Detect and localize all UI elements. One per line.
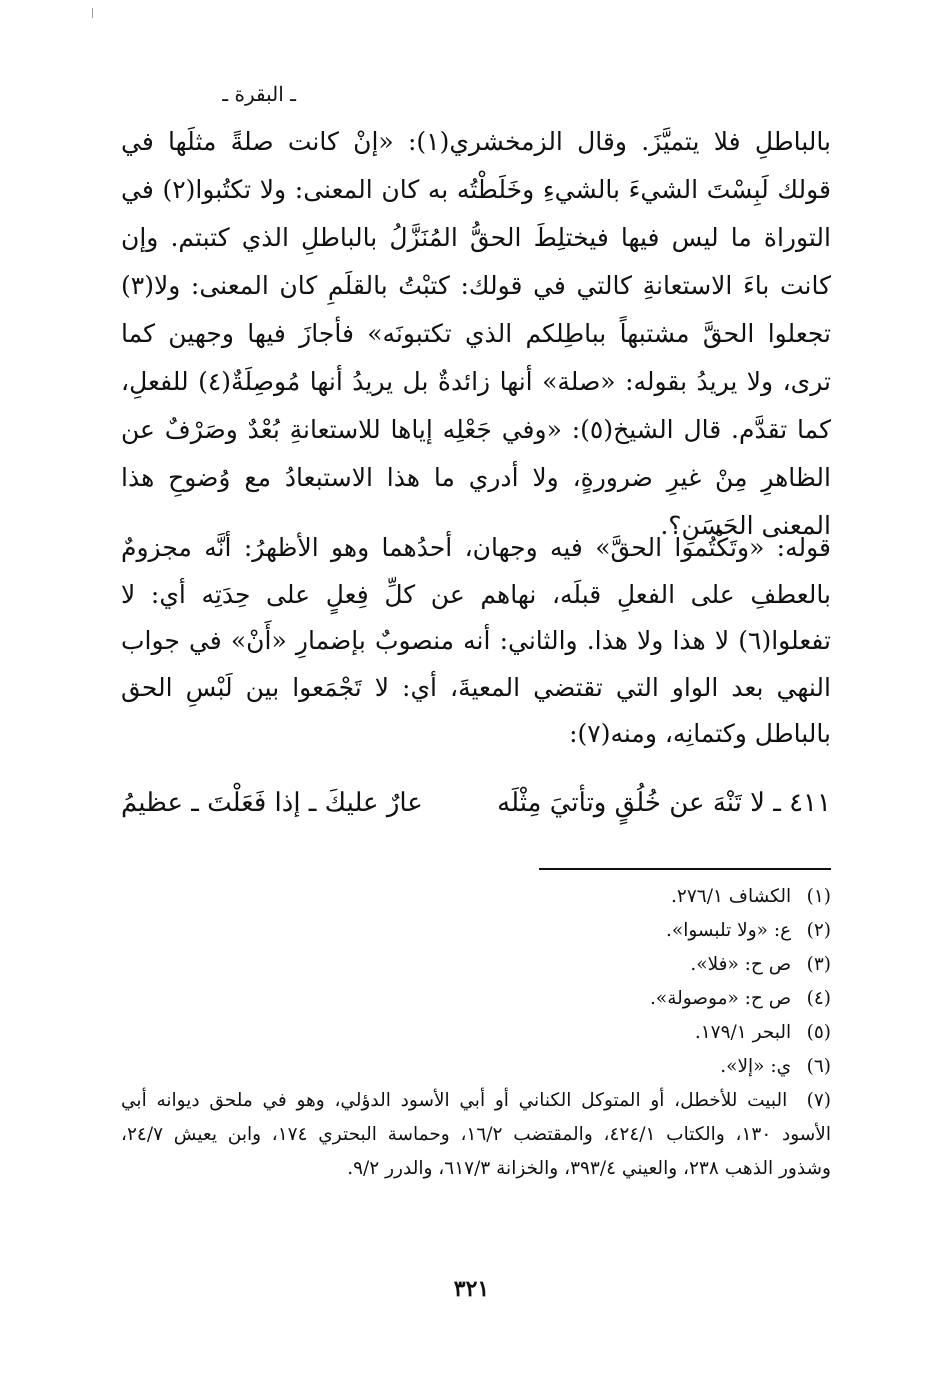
footnote-item: (١) الكشاف ٢٧٦/١. [671,886,831,907]
footnote-item: (٣) ص ح: «فلا». [690,954,831,975]
paragraph-text: قوله: «وتَكْتُموا الحقَّ» فيه وجهان، أحدُهما وهو الأظهرُ: أنَّه مجزومٌ بالعطفِ على الفعلِ قبلَه، نهاهم عن كلِّ فِعلٍ على حِدَتِه أي: لا تفعلوا(٦) لا هذا ولا هذا. والثاني: أنه منصوبٌ بإضمارِ «أَنْ» في جواب النهي بعد الواو التي تقتضي المعيةَ، أي: لا تَجْمَعوا بين لَبْسِ الحق بالباطل وكتمانِه، ومنه(٧): [121,533,831,748]
paragraph-text: بالباطلِ فلا يتميَّزَ. وقال الزمخشري(١): «إنْ كانت صلةً مثلَها في قولك لَبِسْتَ الشيءَ بالشيءِ وخَلَطْتُه به كان المعنى: ولا تكتُبوا(٢) في التوراة ما ليس فيها فيختلِطَ الحقُّ المُنَزَّلُ بالباطلِ الذي كتبتم. وإن كانت باءَ الاستعانةِ كالتي في قولك: كتبْتُ بالقلَمِ كان المعنى: ولا(٣) تجعلوا الحقَّ مشتبهاً بباطِلكم الذي تكتبونَه» فأجازَ فيها وجهين كما ترى، ولا يريدُ بقوله: «صلة» أنها زائدةٌ بل يريدُ أنها مُوصِلَةٌ(٤) للفعلِ، كما تقدَّم. قال الشيخ(٥): «وفي جَعْلِه إياها للاستعانةِ بُعْدٌ وصَرْفٌ عن الظاهرِ مِنْ غيرِ ضرورةٍ، ولا أدري ما هذا الاستبعادُ مع وُضوحِ هذا المعنى الحَسَنِ؟. [121,127,832,540]
main-paragraph-2 [121,525,831,758]
poetry-verse [121,788,831,836]
main-paragraph-1 [121,118,831,550]
running-header: ـ البقرة ـ [222,82,296,106]
footnote-item: (٧) البيت للأخطل، أو المتوكل الكناني أو أبي الأسود الدؤلي، وهو في ملحق ديوانه أبي الأسود ١٣٠، والكتاب ٤٢٤/١، والمقتضب ١٦/٢، وحماسة البحتري ١٧٤، وابن يعيش ٢٤/٧، وشذور الذهب ٢٣٨، والعيني ٣٩٣/٤، والخزانة ٦١٧/٣، والدرر ٩/٢. [121,1090,831,1179]
verse-second-hemistich: عارٌ عليكَ ـ إذا فَعَلْتَ ـ عظيمُ [121,788,423,818]
footnote-item: (٥) البحر ١٧٩/١. [694,1022,831,1043]
scan-mark [92,8,93,18]
footnote-item: (٢) ع: «ولا تلبسوا». [666,920,831,941]
footnotes-list [121,880,831,1186]
verse-first-hemistich: ٤١١ ـ لا تَنْهَ عن خُلُقٍ وتأتيَ مِثْلَه [497,788,831,818]
footnote-separator [539,868,831,870]
footnote-item: (٦) ي: «إلا». [720,1056,831,1077]
page-number: ٣٢١ [453,1276,490,1302]
footnote-item: (٤) ص ح: «موصولة». [650,988,831,1009]
